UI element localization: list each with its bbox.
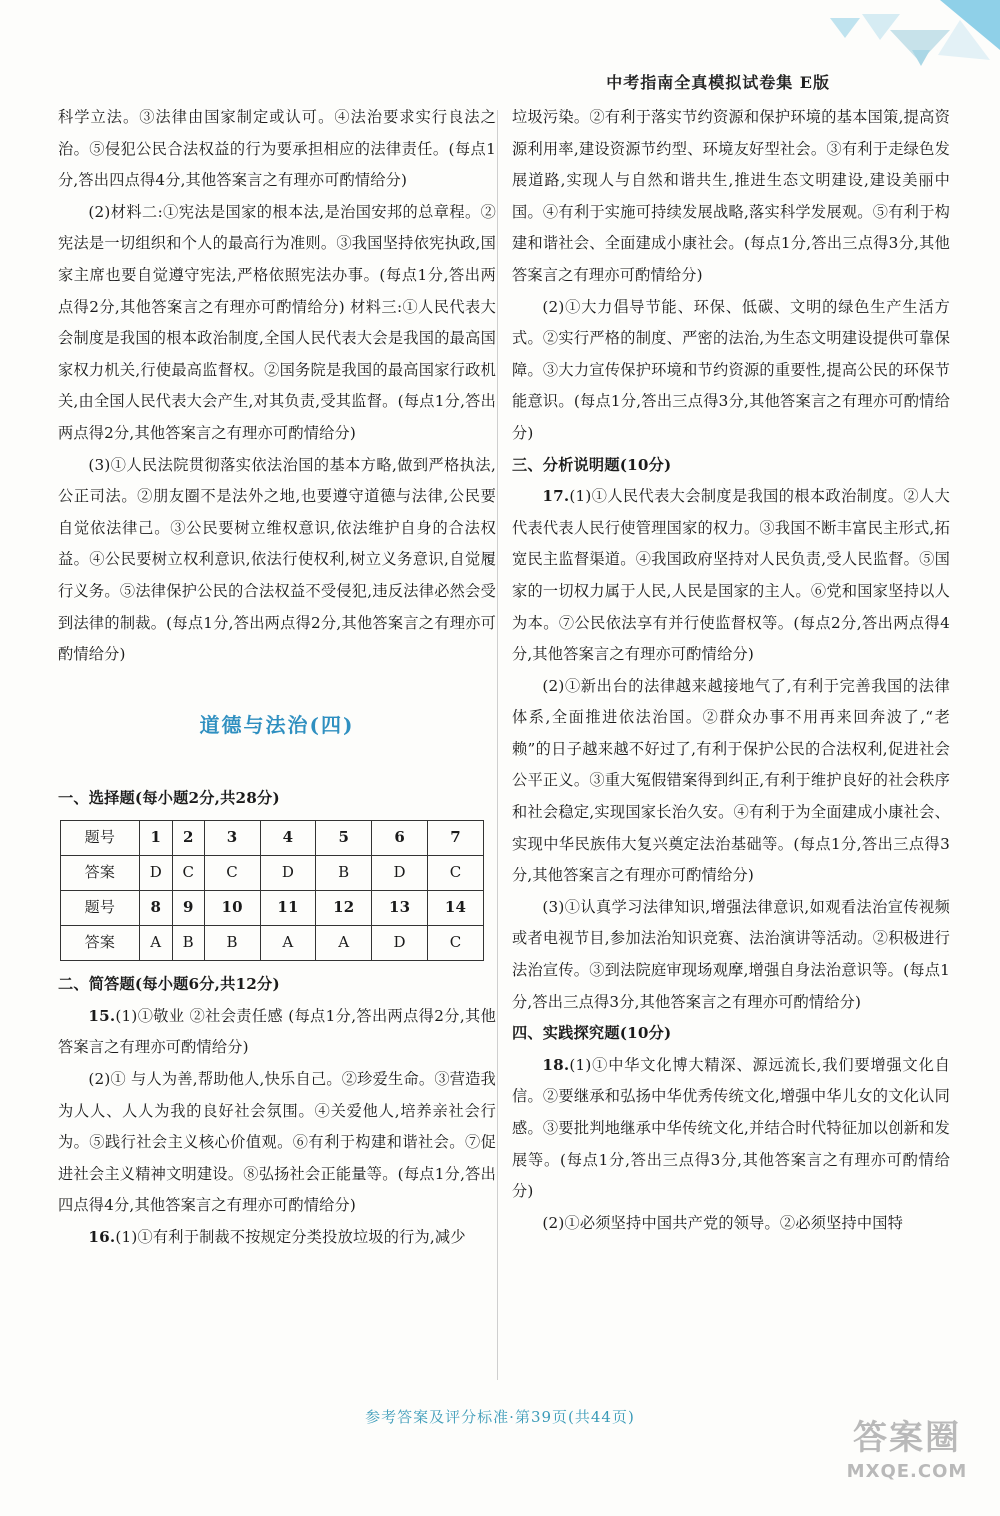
- q17-part-2: (2)①新出台的法律越来越接地气了,有利于完善我国的法律体系,全面推进依法治国。②群众办事不用再来回奔波了,“老赖”的日子越来越不好过了,有利于保护公民的合法权利,促进社会公平正义。③重大冤假错案得到纠正,有利于维护良好的社会秩序和社会稳定,实现国家长治久安。④有利于为全面建成小康社会、实现中华民族伟大复兴奠定法治基础等。(每点1分,答出三点得3分,其他答案言之有理亦可酌情给分): [512, 676, 950, 885]
- left-paragraph-2: (2)材料二:①宪法是国家的根本法,是治国安邦的总章程。②宪法是一切组织和个人的最高行为准则。③我国坚持依宪执政,国家主席也要自觉遵守宪法,严格依照宪法办事。(每点1分,答出两点得2分,其他答案言之有理亦可酌情给分) 材料三:①人民代表大会制度是我国的根本政治制度,全国人民代表大会是我国的最高国家权力机关,行使最高监督权。②国务院是我国的最高国家行政机关,由全国人民代表大会产生,对其负责,受其监督。(每点1分,答出两点得2分,其他答案言之有理亦可酌情给分): [58, 202, 496, 442]
- q15-text-1: (1)①敬业 ②社会责任感 (每点1分,答出两点得2分,其他答案言之有理亦可酌情给分): [58, 1006, 496, 1057]
- q16-number: 16.: [88, 1228, 116, 1247]
- table-row-answers-1: [61, 856, 484, 891]
- q17-part-3: (3)①认真学习法律知识,增强法律意识,如观看法治宣传视频或者电视节目,参加法治知识竞赛、法治演讲等活动。②积极进行法治宣传。③到法院庭审现场观摩,增强自身法治意识等。(每点1分,答出三点得3分,其他答案言之有理亦可酌情给分): [512, 897, 950, 1011]
- table-cell: A: [316, 926, 372, 961]
- header-title: 中考指南全真模拟试卷集 E版: [606, 73, 830, 92]
- q17-text-1: (1)①人民代表大会制度是我国的根本政治制度。②人大代表代表人民行使管理国家的权力。③我国不断丰富民主形式,拓宽民主监督渠道。④我国政府坚持对人民负责,受人民监督。⑤国家的一切权力属于人民,人民是国家的主人。⑥党和国家坚持以人为本。⑦公民依法享有并行使监督权等。(每点2分,答出两点得4分,其他答案言之有理亦可酌情给分): [512, 487, 950, 664]
- right-paragraph-2: (2)①大力倡导节能、环保、低碳、文明的绿色生产生活方式。②实行严格的制度、严密的法治,为生态文明建设提供可靠保障。③大力宣传保护环境和节约资源的重要性,提高公民的环保节能意识。(每点1分,答出三点得3分,其他答案言之有理亦可酌情给分): [512, 297, 950, 442]
- table-cell: A: [260, 926, 316, 961]
- left-column: [58, 102, 496, 1254]
- left-paragraph-1: 科学立法。③法律由国家制定或认可。④法治要求实行良法之治。⑤侵犯公民合法权益的行为要承担相应的法律责任。(每点1分,答出四点得4分,其他答案言之有理亦可酌情给分): [58, 108, 496, 190]
- table-cell: 8: [139, 891, 172, 926]
- table-cell: 9: [172, 891, 204, 926]
- table-cell: B: [172, 926, 204, 961]
- table-cell: 11: [260, 891, 316, 926]
- table-label: 题号: [61, 821, 140, 856]
- table-cell: B: [204, 926, 260, 961]
- right-paragraph-1: 垃圾污染。②有利于落实节约资源和保护环境的基本国策,提高资源利用率,建设资源节约型、环境友好型社会。③有利于走绿色发展道路,实现人与自然和谐共生,推进生态文明建设,建设美丽中国。④有利于实施可持续发展战略,落实科学发展观。⑤有利于构建和谐社会、全面建成小康社会。(每点1分,答出三点得3分,其他答案言之有理亦可酌情给分): [512, 108, 950, 284]
- table-row-numbers-1: [61, 821, 484, 856]
- q17-number: 17.: [542, 487, 570, 506]
- table-cell: 6: [372, 821, 428, 856]
- column-divider: [497, 110, 498, 1380]
- watermark-top: 答案圈: [853, 1418, 961, 1458]
- table-cell: D: [139, 856, 172, 891]
- q16-text-1: (1)①有利于制裁不按规定分类投放垃圾的行为,减少: [115, 1228, 466, 1247]
- table-cell: 3: [204, 821, 260, 856]
- section-title: 道德与法治(四): [199, 712, 355, 737]
- table-cell: 14: [428, 891, 484, 926]
- analysis-heading: 三、分析说明题(10分): [512, 455, 672, 474]
- page-footer: 参考答案及评分标准·第39页(共44页): [365, 1408, 635, 1426]
- table-cell: C: [428, 926, 484, 961]
- q15-number: 15.: [88, 1006, 116, 1025]
- header-decoration: [820, 0, 1000, 80]
- table-row-numbers-2: [61, 891, 484, 926]
- q18-part-2: (2)①必须坚持中国共产党的领导。②必须坚持中国特: [542, 1213, 904, 1232]
- table-cell: A: [139, 926, 172, 961]
- table-cell: 2: [172, 821, 204, 856]
- answer-table: [60, 820, 484, 961]
- watermark-logo: [832, 1414, 982, 1494]
- table-label: 答案: [61, 856, 140, 891]
- table-cell: C: [172, 856, 204, 891]
- short-answer-heading: 二、简答题(每小题6分,共12分): [58, 975, 280, 994]
- table-label: 答案: [61, 926, 140, 961]
- practice-heading: 四、实践探究题(10分): [512, 1024, 672, 1043]
- table-cell: 13: [372, 891, 428, 926]
- watermark-bottom: MXQE.COM: [846, 1461, 968, 1482]
- q17-part-1: [512, 481, 950, 671]
- table-cell: 10: [204, 891, 260, 926]
- table-cell: C: [428, 856, 484, 891]
- table-cell: C: [204, 856, 260, 891]
- q15-part-2: (2)① 与人为善,帮助他人,快乐自己。②珍爱生命。③营造我为人人、人人为我的良好社会氛围。④关爱他人,培养亲社会行为。⑤践行社会主义核心价值观。⑥有利于构建和谐社会。⑦促进社会主义精神文明建设。⑧弘扬社会正能量等。(每点1分,答出四点得4分,其他答案言之有理亦可酌情给分): [58, 1070, 496, 1215]
- q18-part-1: [512, 1050, 950, 1208]
- table-cell: B: [316, 856, 372, 891]
- table-label: 题号: [61, 891, 140, 926]
- table-cell: 4: [260, 821, 316, 856]
- table-cell: 1: [139, 821, 172, 856]
- table-cell: 7: [428, 821, 484, 856]
- q15-part-1: [58, 1001, 496, 1064]
- choice-heading: 一、选择题(每小题2分,共28分): [58, 788, 280, 807]
- left-paragraph-3: (3)①人民法院贯彻落实依法治国的基本方略,做到严格执法,公正司法。②朋友圈不是法外之地,也要遵守道德与法律,公民要自觉依法律己。③公民要树立维权意识,依法维护自身的合法权益。④公民要树立权利意识,依法行使权利,树立义务意识,自觉履行义务。⑤法律保护公民的合法权益不受侵犯,违反法律必然会受到法律的制裁。(每点1分,答出两点得2分,其他答案言之有理亦可酌情给分): [58, 455, 496, 664]
- q16-part-1: [58, 1222, 496, 1254]
- table-cell: D: [372, 926, 428, 961]
- table-cell: 12: [316, 891, 372, 926]
- table-cell: D: [260, 856, 316, 891]
- q18-number: 18.: [542, 1055, 570, 1074]
- table-row-answers-2: [61, 926, 484, 961]
- q18-text-1: (1)①中华文化博大精深、源远流长,我们要增强文化自信。②要继承和弘扬中华优秀传统文化,增强中华儿女的文化认同感。③要批判地继承中华传统文化,并结合时代特征加以创新和发展等。(每点1分,答出三点得3分,其他答案言之有理亦可酌情给分): [512, 1055, 950, 1201]
- table-cell: D: [372, 856, 428, 891]
- table-cell: 5: [316, 821, 372, 856]
- right-column: [512, 102, 950, 1239]
